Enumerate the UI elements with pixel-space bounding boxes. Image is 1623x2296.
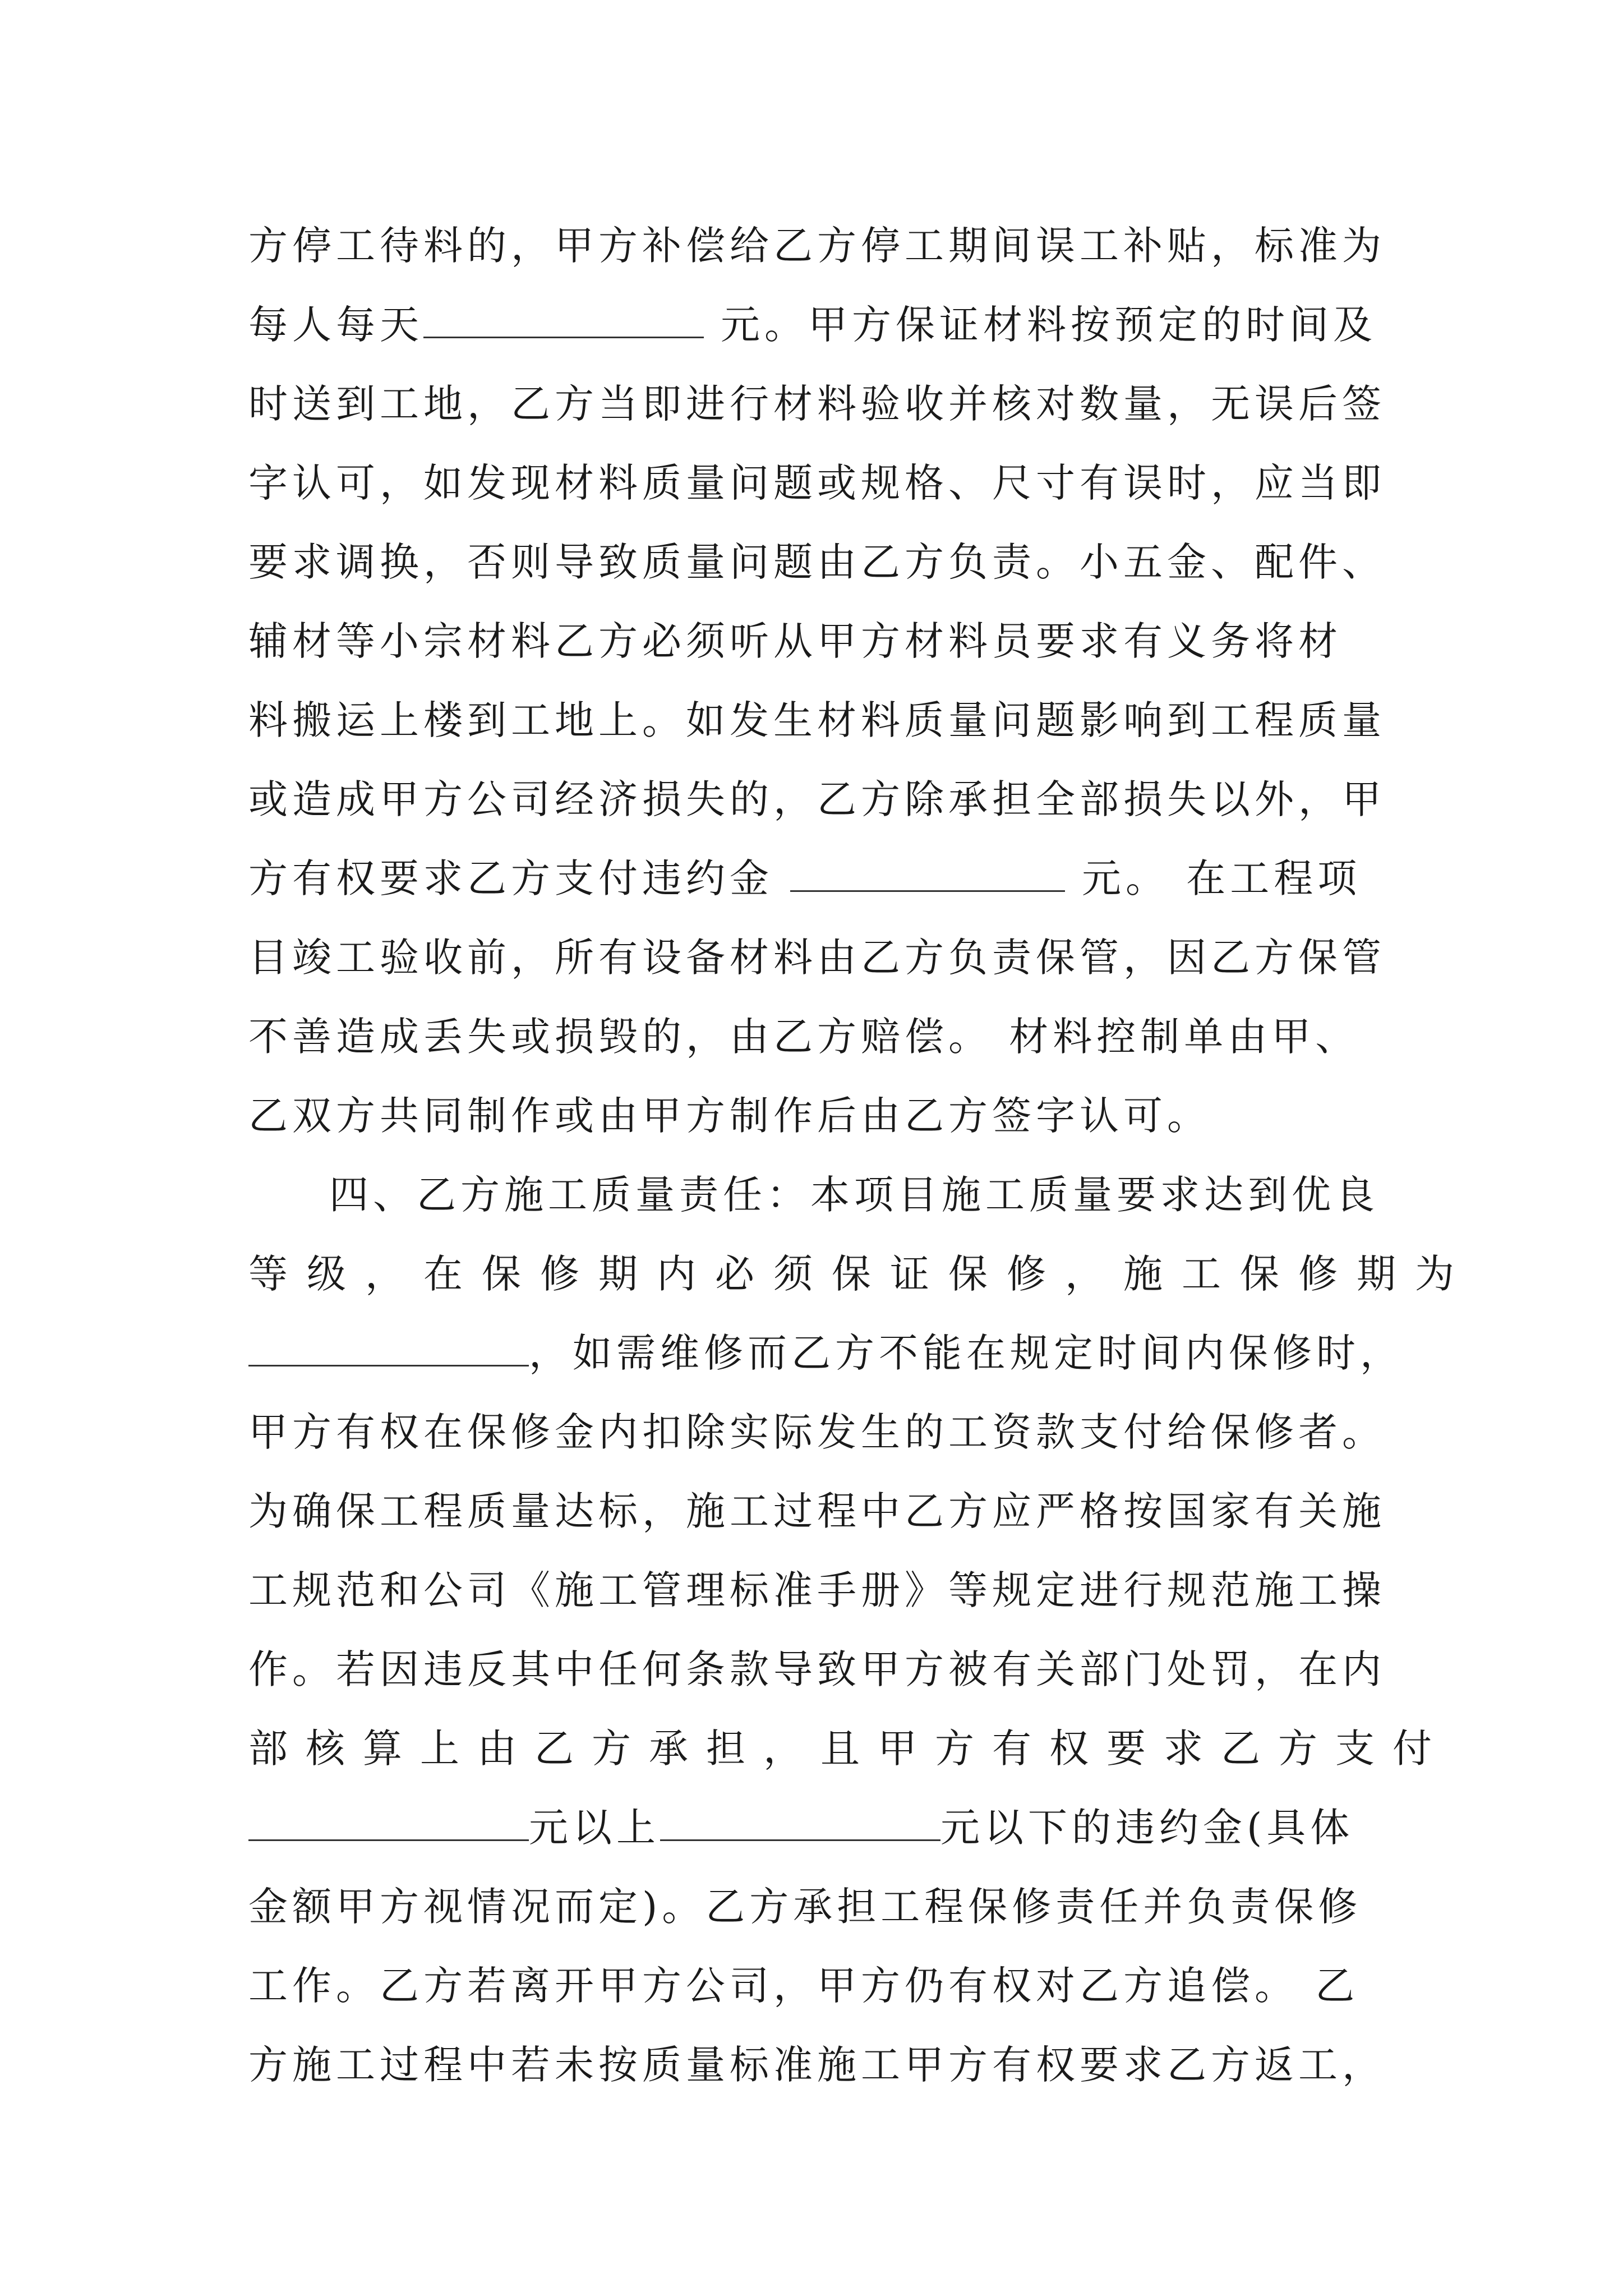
text-line: 料搬运上楼到工地上。如发生材料质量问题影响到工程质量 xyxy=(248,697,1386,743)
text-line: 部核算上由乙方承担，且甲方有权要求乙方支付 xyxy=(248,1726,1450,1772)
text-line xyxy=(248,839,1393,918)
section-heading-line: 四、乙方施工质量责任：本项目施工质量要求达到优良 xyxy=(329,1172,1379,1218)
text-line: 目竣工验收前，所有设备材料由乙方负责保管，因乙方保管 xyxy=(248,935,1386,981)
fill-in-blank[interactable] xyxy=(790,851,1065,892)
text-line: 金额甲方视情况而定)。乙方承担工程保修责任并负责保修 xyxy=(248,1884,1362,1930)
text-segment: 方有权要求乙方支付违约金 xyxy=(248,855,773,901)
text-line: 字认可，如发现材料质量问题或规格、尺寸有误时，应当即 xyxy=(248,460,1386,506)
text-line: 方施工过程中若未按质量标准施工甲方有权要求乙方返工， xyxy=(248,2042,1386,2088)
text-line xyxy=(248,1788,1393,1867)
text-line: 或造成甲方公司经济损失的，乙方除承担全部损失以外，甲 xyxy=(248,776,1386,822)
text-line: 等级，在保修期内必须保证保修，施工保修期为 xyxy=(248,1251,1473,1297)
fill-in-blank[interactable] xyxy=(423,297,704,338)
document-body xyxy=(248,206,1473,2105)
fill-in-blank[interactable] xyxy=(660,1800,940,1841)
text-line: 工作。乙方若离开甲方公司，甲方仍有权对乙方追偿。 乙 xyxy=(248,1963,1359,2009)
text-line xyxy=(248,286,1393,365)
text-segment: 元。甲方保证材料按预定的时间及 xyxy=(721,302,1377,348)
text-segment: 每人每天 xyxy=(248,302,423,348)
text-line: 辅材等小宗材料乙方必须听从甲方材料员要求有义务将材 xyxy=(248,618,1342,664)
text-line xyxy=(248,1314,1404,1393)
text-line: 不善造成丢失或损毁的，由乙方赔偿。 材料控制单由甲、 xyxy=(248,1014,1359,1060)
text-line: 作。若因违反其中任何条款导致甲方被有关部门处罚，在内 xyxy=(248,1646,1386,1692)
text-line: 要求调换，否则导致质量问题由乙方负责。小五金、配件、 xyxy=(248,539,1386,585)
fill-in-blank[interactable] xyxy=(248,1800,529,1841)
text-segment: ，如需维修而乙方不能在规定时间内保修时， xyxy=(529,1330,1404,1376)
text-line: 方停工待料的，甲方补偿给乙方停工期间误工补贴，标准为 xyxy=(248,223,1386,269)
text-line: 为确保工程质量达标，施工过程中乙方应严格按国家有关施 xyxy=(248,1488,1386,1534)
fill-in-blank[interactable] xyxy=(248,1326,529,1366)
text-segment: 元。 在工程项 xyxy=(1082,855,1362,901)
text-segment: 元以上 xyxy=(529,1805,660,1851)
text-line: 乙双方共同制作或由甲方制作后由乙方签字认可。 xyxy=(248,1093,1211,1139)
text-line: 时送到工地，乙方当即进行材料验收并核对数量，无误后签 xyxy=(248,381,1386,427)
text-segment: 元以下的违约金(具体 xyxy=(940,1805,1354,1851)
text-line: 工规范和公司《施工管理标准手册》等规定进行规范施工操 xyxy=(248,1567,1386,1613)
text-line: 甲方有权在保修金内扣除实际发生的工资款支付给保修者。 xyxy=(248,1409,1386,1455)
